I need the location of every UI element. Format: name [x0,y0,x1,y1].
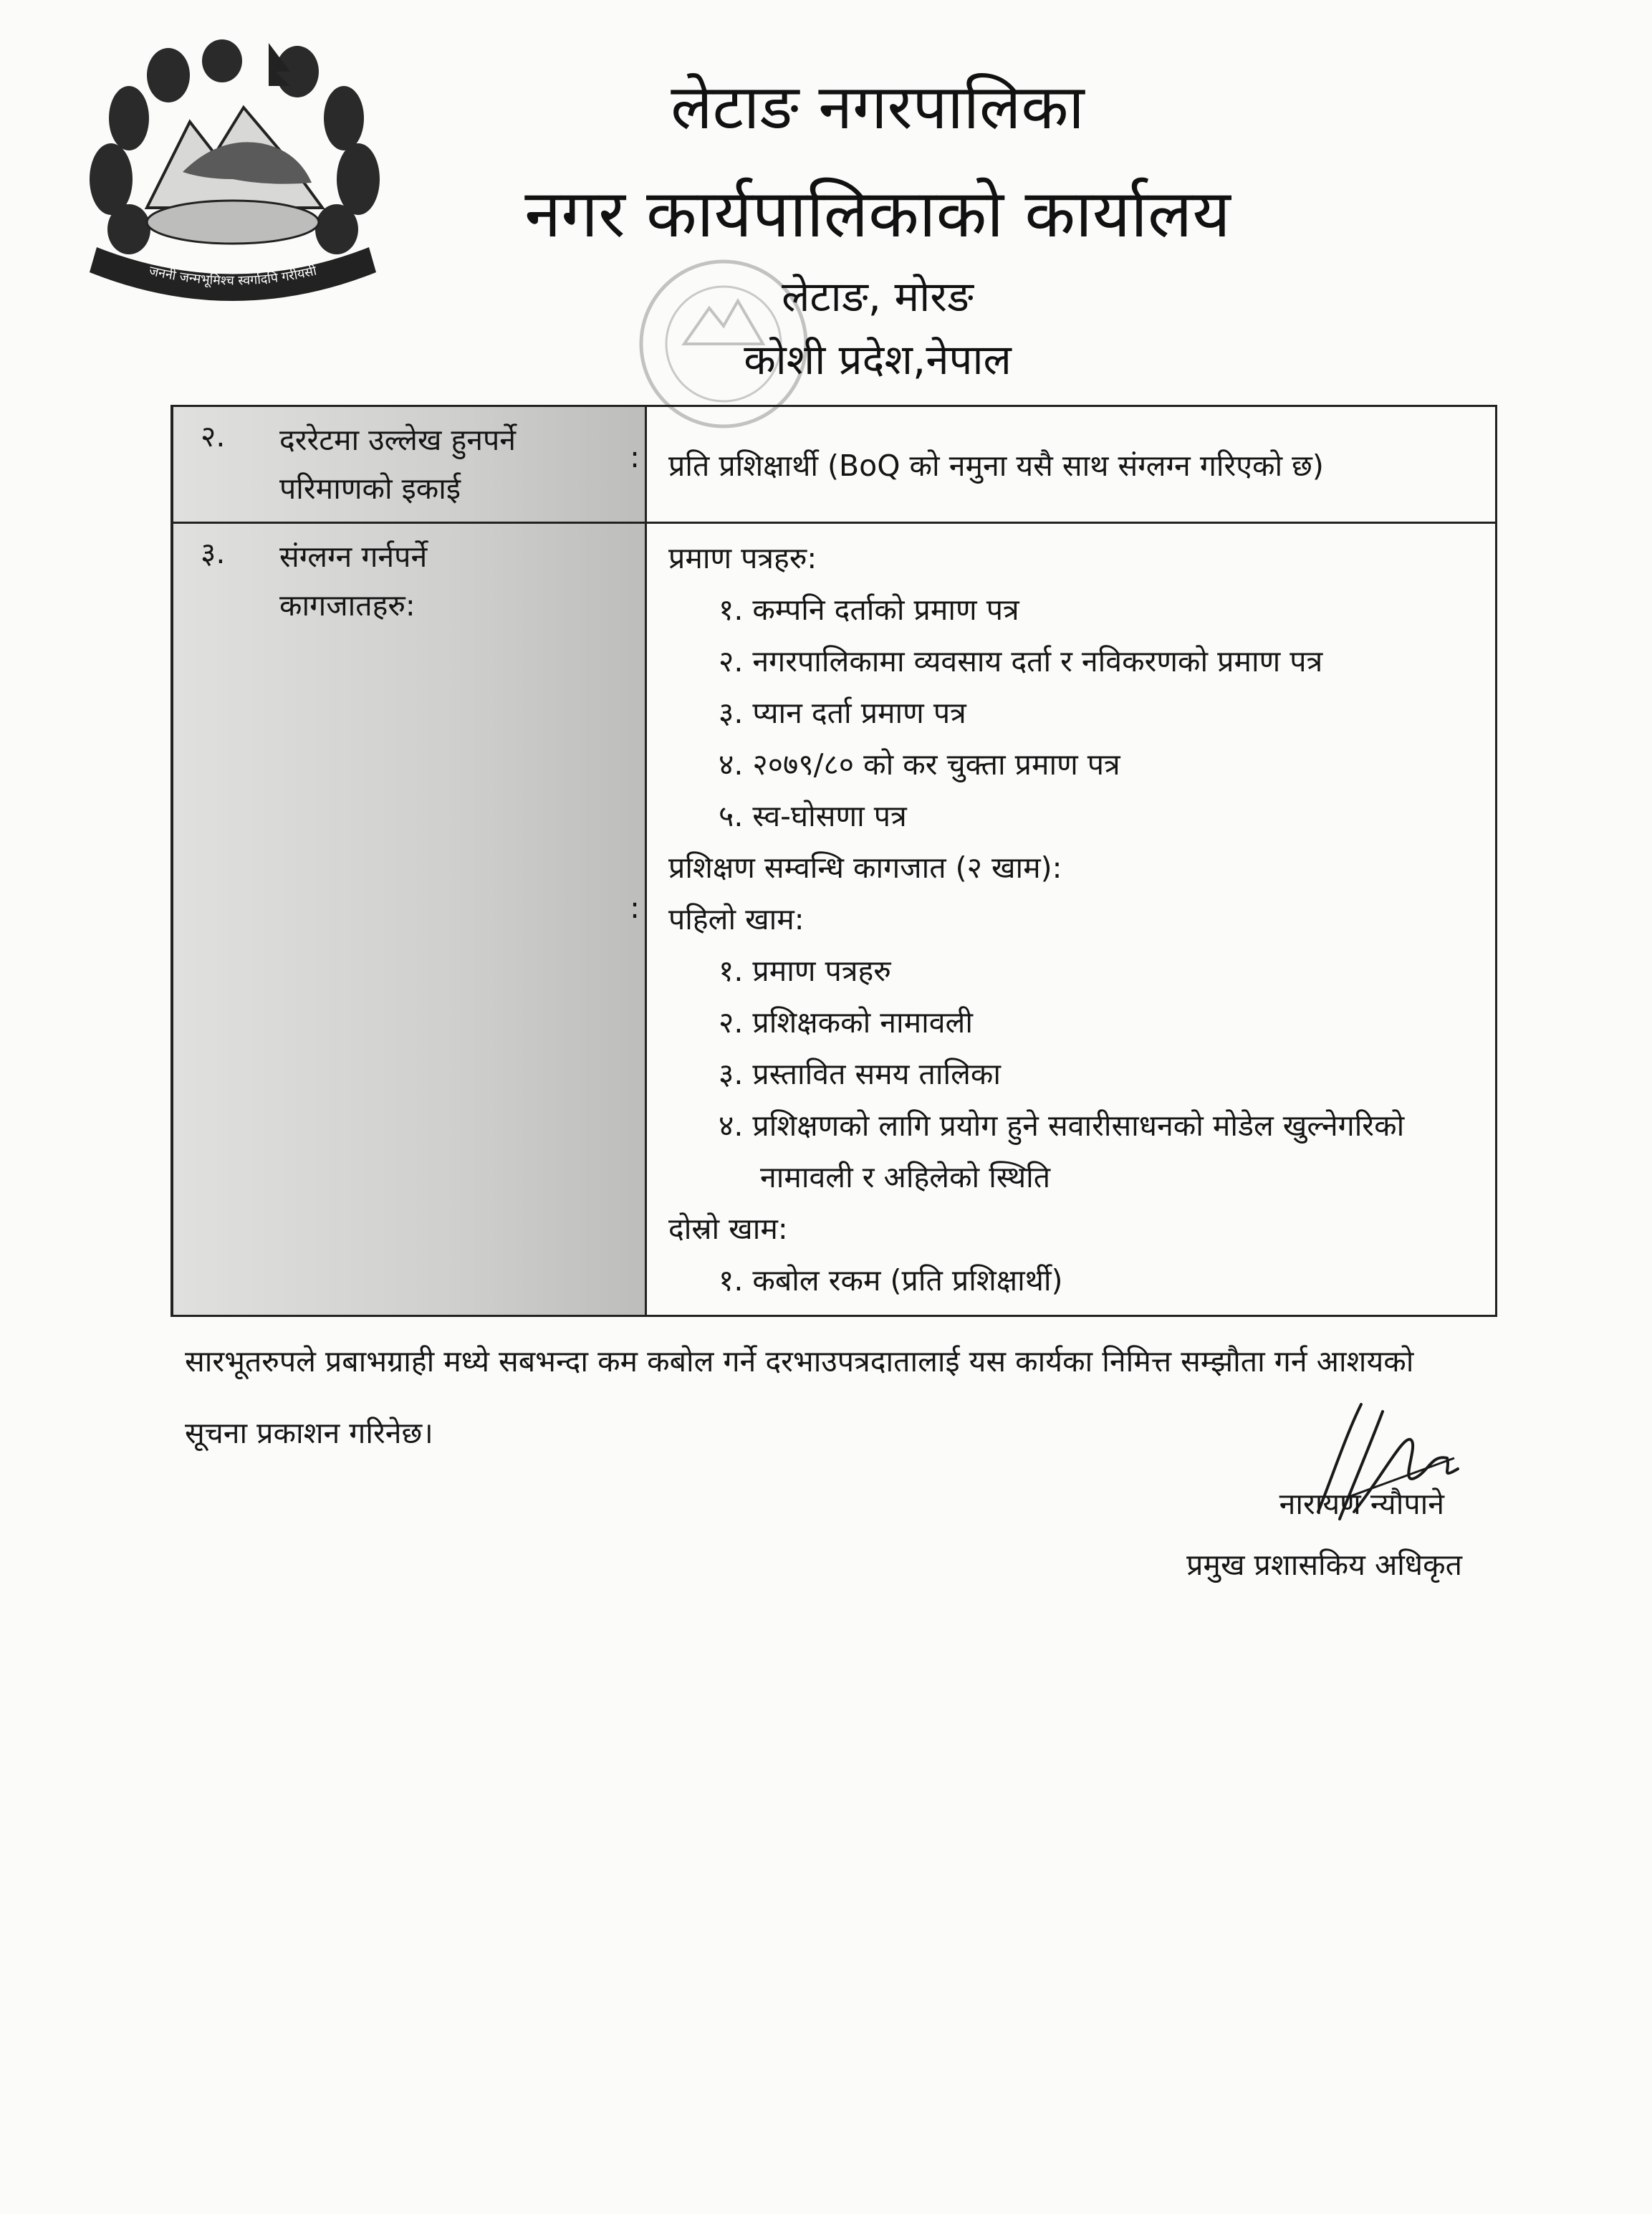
row3-label-line1: संग्लग्न गर्नपर्ने [279,540,428,574]
list-item: १. कबोल रकम (प्रति प्रशिक्षार्थी) [719,1263,1063,1298]
list-item: २. नगरपालिकामा व्यवसाय दर्ता र नविकरणको प्रमाण पत्र [719,644,1323,679]
certificates-heading: प्रमाण पत्रहरु: [668,541,817,575]
list-item: ३. प्रस्तावित समय तालिका [719,1057,1002,1091]
table-row [172,523,1497,1316]
colon: : [630,891,640,925]
row3-label-cell [172,523,646,1316]
list-item: ५. स्व-घोसणा पत्र [719,799,907,833]
list-item: २. प्रशिक्षकको नामावली [719,1005,973,1040]
row2-label-cell [172,406,646,523]
list-item: १. प्रमाण पत्रहरु [719,954,891,988]
second-envelope-heading: दोस्रो खाम: [668,1212,788,1246]
list-item: ४. प्रशिक्षणको लागि प्रयोग हुने सवारीसाधनको मोडेल खुल्नेगरिको [719,1108,1405,1143]
requirements-table [171,405,1497,1317]
colon: : [630,440,640,474]
row2-value-cell [646,406,1497,523]
municipality-name: लेटाङ नगरपालिका [671,72,1085,143]
table-row [172,406,1497,523]
district-address: लेटाङ, मोरङ [782,272,974,321]
list-item-continuation: नामावली र अहिलेको स्थिति [760,1160,1051,1194]
row-number: २. [201,419,226,454]
row2-label-line2: परिमाणको इकाई [279,471,461,506]
list-item: ३. प्यान दर्ता प्रमाण पत्र [719,696,966,730]
training-docs-heading: प्रशिक्षण सम्वन्धि कागजात (२ खाम): [668,850,1062,885]
emblem-motto: जननी जन्मभूमिश्च स्वर्गादपि गरीयसी [148,263,318,289]
signatory-name: नारायण न्यौपाने [1279,1487,1444,1521]
notice-paragraph: सारभूतरुपले प्रबाभग्राही मध्ये सबभन्दा कम कबोल गर्ने दरभाउपत्रदातालाई यस कार्यका निमित्त सम्झौता गर्न आशयको सूचना प्रकाशन गरिनेछ। [185,1344,1414,1450]
list-item: ४. २०७९/८० को कर चुक्ता प्रमाण पत्र [719,747,1120,782]
office-name: नगर कार्यपालिकाको कार्यालय [524,176,1231,252]
row3-value-cell [646,523,1497,1316]
signatory-title: प्रमुख प्रशासकिय अधिकृत [1186,1548,1462,1582]
row2-value: प्रति प्रशिक्षार्थी (BoQ को नमुना यसै साथ संग्लग्न गरिएको छ) [668,449,1324,483]
row-number: ३. [201,536,226,570]
first-envelope-heading: पहिलो खाम: [668,902,805,936]
row3-label-line2: कागजातहरु: [279,588,416,623]
row2-label-line1: दररेटमा उल्लेख हुनपर्ने [279,423,517,457]
province-country: कोशी प्रदेश,नेपाल [744,335,1012,384]
list-item: १. कम्पनि दर्ताको प्रमाण पत्र [719,593,1019,627]
